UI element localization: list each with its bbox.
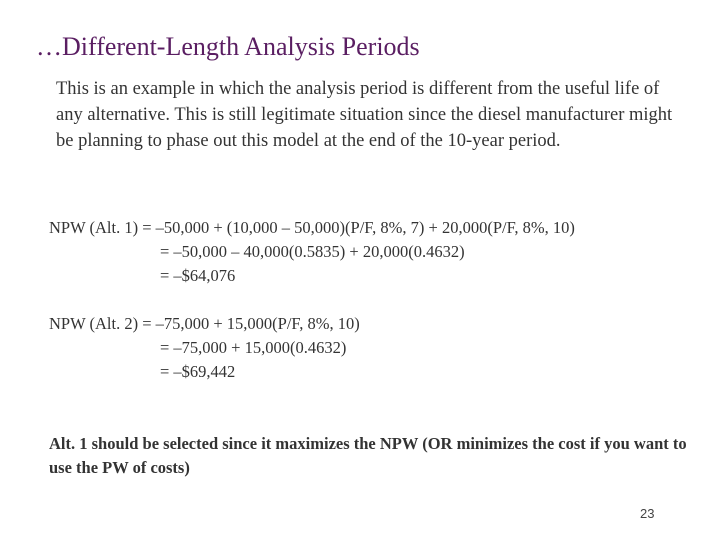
npw-alt2-result: = –$69,442	[160, 362, 236, 381]
page-number: 23	[640, 506, 655, 521]
npw-alt1-result: = –$64,076	[160, 266, 236, 285]
slide-title: …Different-Length Analysis Periods	[36, 32, 420, 61]
npw-alt1-equation	[49, 216, 575, 288]
intro-paragraph	[56, 76, 676, 154]
npw-alt1-line2: = –50,000 – 40,000(0.5835) + 20,000(0.4632)	[160, 242, 465, 261]
npw-alt2-line1: NPW (Alt. 2) = –75,000 + 15,000(P/F, 8%, 10)	[49, 314, 360, 333]
npw-alt2-equation	[49, 312, 360, 384]
conclusion-text: Alt. 1 should be selected since it maximizes the NPW (OR minimizes the cost if you want to use the PW of costs)	[49, 434, 687, 477]
intro-text: This is an example in which the analysis period is different from the useful life of any alternative. This is still legitimate situation since the diesel manufacturer might be planning to phase out this model at the end of the 10-year period.	[56, 79, 673, 151]
npw-alt2-line2: = –75,000 + 15,000(0.4632)	[160, 338, 347, 357]
npw-alt1-line1: NPW (Alt. 1) = –50,000 + (10,000 – 50,000)(P/F, 8%, 7) + 20,000(P/F, 8%, 10)	[49, 218, 575, 237]
conclusion	[49, 432, 689, 480]
